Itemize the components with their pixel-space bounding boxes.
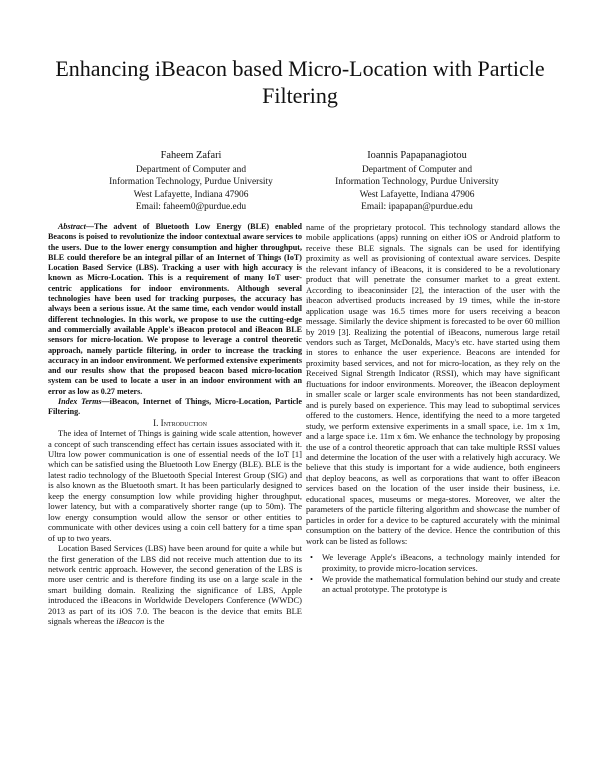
bullet-icon: • [310,552,313,563]
list-item [310,552,560,573]
abstract-label: Abstract [58,222,86,231]
intro-paragraph-2-text: Location Based Services (LBS) have been around for quite a while but the first generation of the LBS did not receive much attention due to its network centric approach. However, the second generation of the LBS is more user centric and is therefore finding its use on a large scale in the smart building domain. Realizing the significance of LBS, Apple introduced the iBeacons in Worldwide Developers Conference (WWDC) 2013 as part of its iOS 7.0. The beacon is the device that emits BLE signals whereas the [48,543,302,627]
intro-paragraph-2-tail: is the [144,616,165,627]
author-school: Information Technology, Purdue University [109,177,273,188]
author-email: Email: ipapapan@purdue.edu [361,201,473,212]
author-name: Ioannis Papapanagiotou [367,150,467,161]
index-terms [48,397,302,418]
list-item-text: We leverage Apple's iBeacons, a technology mainly intended for proximity, to provide micro-location services. [322,552,560,573]
author-block-2 [302,150,532,213]
author-city: West Lafayette, Indiana 47906 [133,189,249,200]
author-department: Department of Computer and [361,165,473,176]
author-department: Department of Computer and [135,165,247,176]
author-school: Information Technology, Purdue University [335,177,499,188]
bullet-icon: • [310,573,313,584]
contribution-list [306,552,560,595]
section-heading-introduction: I. Introduction [153,417,207,428]
abstract [48,222,302,397]
author-email: Email: faheem0@purdue.edu [135,201,247,212]
right-column [306,222,560,596]
list-item [310,573,560,595]
intro-paragraph-3: name of the proprietary protocol. This technology standard allows the mobile applications (apps) running on either iOS or Android platform to receive these BLE signals. The signals can be used for identifying proximity as well as provisioning of contextual aware services. Despite the relevant infancy of iBeacons, it is considered to be a revolutionary product that will penetrate the consumer market to a great extent. According to ibeaconinsider [2], the interaction of the user with the ibeacon advertised products increased by 19 times, while the in-store application usage was 16.5 times more for users receiving a beacon message. Similarly the device shipment is forecasted to be over 60 million by 2019 [3]. Realizing the potential of iBeacons, numerous large retail vendors such as Target, McDonalds, Macy's etc. have started using them in stores to enhance the user experience. Beacons are intended for proximity based services, and not for micro-location, as they rely on the Received Signal Strength Indicator (RSSI), which may have significant fluctuations for indoor environments. Moreover, the iBeacon deployment in smaller scale or larger scale environments has not been standardized, and is purely based on experience. This may lead to suboptimal services offered to the customers. Hence, identifying the need to a more targeted study, we perform extensive experiments in a small space, i.e. 1m x 1m, and a large space i.e. 11m x 6m. We enhance the technology by proposing the use of a control theoretic approach that can take multiple RSSI values and determine the location of the user with a relatively high accuracy. We believe that this study is important for a wide audience, both engineers that deploy beacons, as well as corporations that want to offer iBeacon services based on the location of the user inside their business, i.e. educational spaces, museums or mega-stores. Moreover, we alter the parameters of the particle filtering algorithm and showcase the number of particles in order for a device to be captured accurately with the minimal consumption on the battery of the device. Hence the contribution of this work can be listed as follows: [306,222,560,546]
index-terms-label: Index Terms [58,397,102,407]
intro-paragraph-1: The idea of Internet of Things is gaining wide scale attention, however a concept of such transcending effect has certain issues associated with it. Ultra low power communication is one of essential needs of the IoT [1] which can be satisfied using the Bluetooth Low Energy (BLE). BLE is the latest radio technology of the Bluetooth Special Interest Group (SIG) and is also known as the Bluetooth smart. It has been particularly designed to keep the energy consumption low while providing higher throughput, lower latency, but with a comparatively shorter range (up to 50m). The low energy consumption would allow the sensor or other entities to communicate with other devices using a coin cell battery for a time span of up to two years. [48,428,302,543]
author-city: West Lafayette, Indiana 47906 [359,189,475,200]
author-block-1 [76,150,306,213]
intro-paragraph-2 [48,543,302,627]
paper-title: Enhancing iBeacon based Micro-Location with Particle Filtering [55,56,545,108]
intro-paragraph-2-italic: iBeacon [116,616,145,627]
abstract-text: —The advent of Bluetooth Low Energy (BLE) enabled Beacons is poised to revolutionize the indoor contextual aware services to the users. Due to the lower energy consumption and higher throughput, BLE could therefore be an integral pillar of an Internet of Things (IoT) Location Based Service (LBS). Tracking a user with high accuracy is known as Micro-Location. This is a requirement of many IoT user-centric applications for indoor environments. Although several technologies have been used for tracking purposes, the accuracy has always been a serious issue. At the same time, each vendor would install different technologies. In this work, we propose to use the cutting-edge and commercially available Apple's iBeacon protocol and iBeacon BLE sensors for micro-location. We propose to leverage a control theoretic approach, namely particle filtering, in order to increase the tracking accuracy in an indoor environment. We performed extensive experiments and our results show that the proposed beacon based micro-location system can be used to locate a user in an indoor environment with an error as low as 0.27 meters. [48,222,302,396]
index-terms-text: —iBeacon, Internet of Things, Micro-Location, Particle Filtering. [48,397,302,417]
left-column [48,222,302,627]
author-name: Faheem Zafari [160,150,222,161]
list-item-text: We provide the mathematical formulation behind our study and create an actual prototype. The prototype is [322,573,560,595]
